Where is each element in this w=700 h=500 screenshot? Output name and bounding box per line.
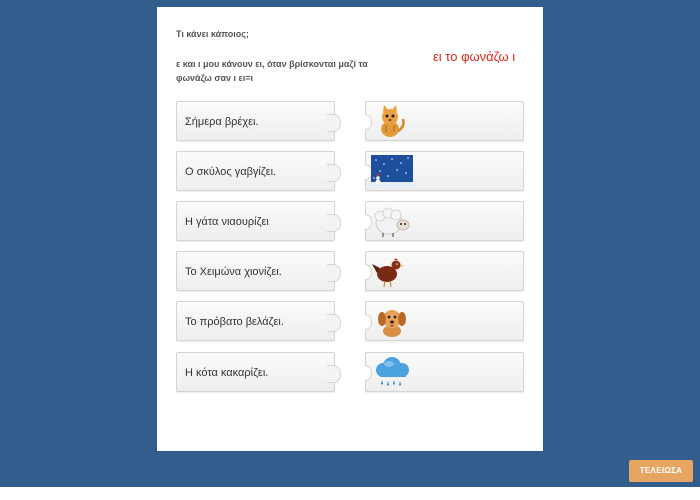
- sentence-tile-1[interactable]: [176, 101, 335, 141]
- sentence-label: Η κότα κακαρίζει.: [185, 367, 269, 379]
- puzzle-tab: [327, 164, 341, 182]
- question-text: ε και ι μου κάνουν ει, όταν βρίσκονται μαζί τα φωνάζω σαν ι ει=ι: [176, 59, 368, 83]
- hen-icon: [371, 255, 413, 289]
- sentence-tile-3[interactable]: [176, 201, 335, 241]
- exercise-card: [157, 7, 543, 451]
- hint-text: ει το φωνάζω ι: [433, 49, 516, 64]
- sentence-label: Ο σκύλος γαβγίζει.: [185, 166, 277, 178]
- image-tile-5[interactable]: [365, 301, 524, 341]
- cat-icon: [371, 105, 413, 139]
- puzzle-tab: [327, 365, 341, 383]
- sentence-label: Σήμερα βρέχει.: [185, 116, 259, 128]
- sentence-tile-5[interactable]: [176, 301, 335, 341]
- image-tile-4[interactable]: [365, 251, 524, 291]
- image-tile-1[interactable]: [365, 101, 524, 141]
- puzzle-tab: [327, 314, 341, 332]
- image-tile-6[interactable]: [365, 352, 524, 392]
- puzzle-tab: [327, 114, 341, 132]
- sentence-tile-4[interactable]: [176, 251, 335, 291]
- image-tile-3[interactable]: [365, 201, 524, 241]
- puzzle-tab: [327, 214, 341, 232]
- sentence-tile-2[interactable]: [176, 151, 335, 191]
- sentence-label: Το πρόβατο βελάζει.: [185, 316, 284, 328]
- dog-icon: [371, 305, 413, 339]
- puzzle-tab: [327, 264, 341, 282]
- sentence-label: Το Χειμώνα χιονίζει.: [185, 266, 282, 278]
- sheep-icon: [371, 205, 413, 239]
- question-title: Τι κάνει κάποιος;: [176, 29, 249, 39]
- rain-cloud-icon: [371, 356, 413, 390]
- image-tile-2[interactable]: [365, 151, 524, 191]
- snowy-night-icon: [371, 155, 413, 189]
- sentence-tile-6[interactable]: [176, 352, 335, 392]
- sentence-label: Η γάτα νιαουρίζει: [185, 216, 269, 228]
- finish-button[interactable]: ΤΕΛΕΙΩΣΑ: [629, 460, 693, 482]
